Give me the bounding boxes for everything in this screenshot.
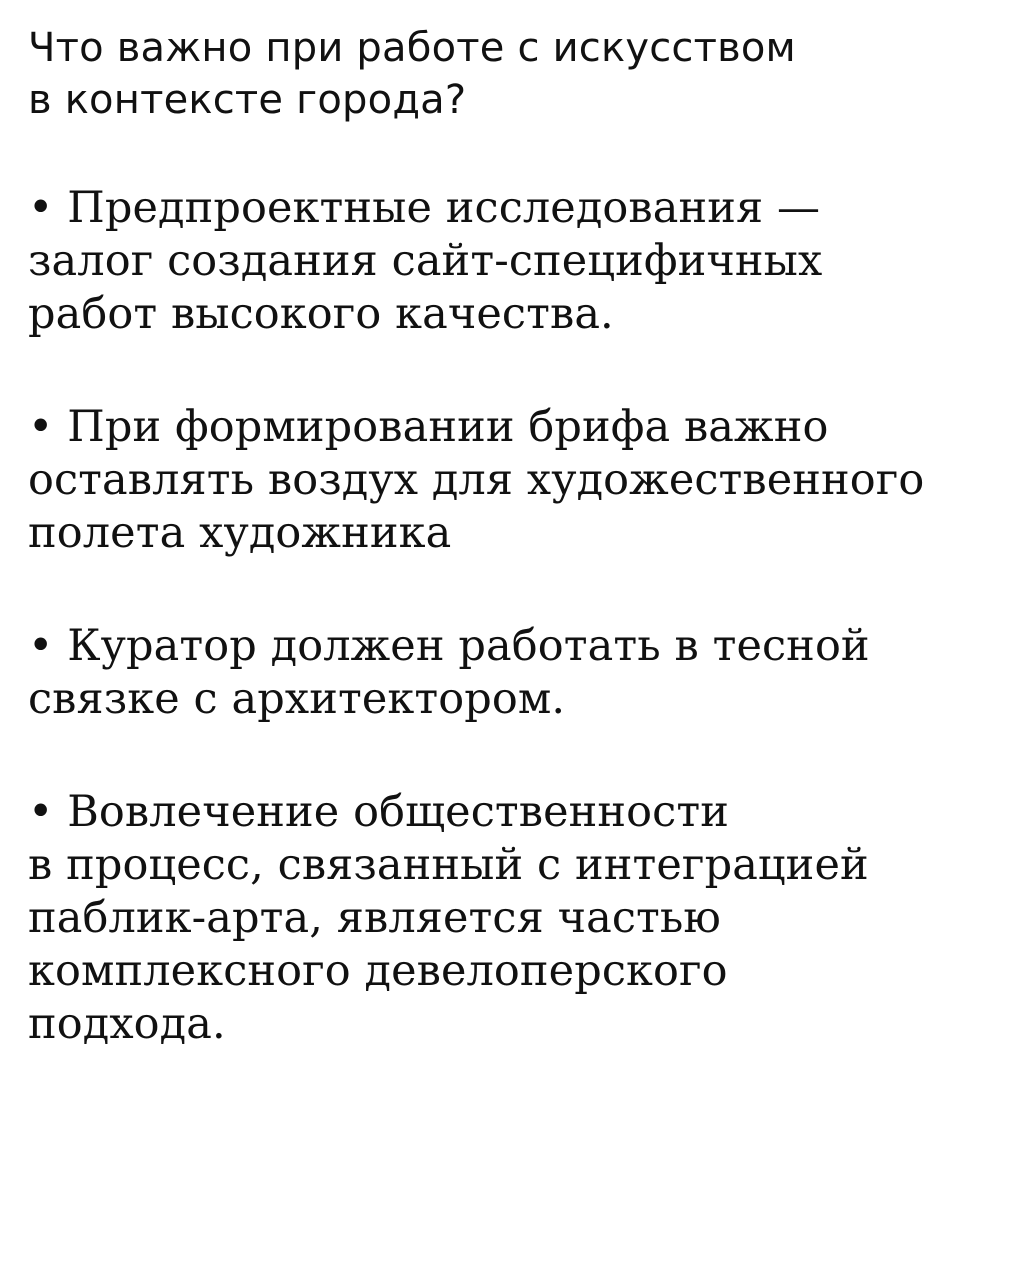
page-title-line: в контексте города? [28,77,467,123]
list-item-line: паблик-арта, является частью [28,893,721,943]
list-item-line: в процесс, связанный с интеграцией [28,840,869,890]
list-item-line: • Предпроектные исследования — [28,183,821,233]
list-item-line: работ высокого качества. [28,289,614,339]
list-item-line: оставлять воздух для художественного [28,455,925,505]
list-item [28,620,988,726]
list-item-line: подхода. [28,999,226,1049]
page-title [28,22,988,126]
list-item-line: связке с архитектором. [28,674,566,724]
list-item [28,401,988,560]
page-title-line: Что важно при работе с искусством [28,25,796,71]
list-item-line: • При формировании брифа важно [28,402,829,452]
list-item-line: • Вовлечение общественности [28,787,729,837]
list-item [28,786,988,1051]
list-item [28,182,988,341]
key-points-list [28,182,988,1051]
list-item-line: залог создания сайт-специфичных [28,236,823,286]
list-item-line: • Куратор должен работать в тесной [28,621,870,671]
list-item-line: полета художника [28,508,452,558]
page-content [28,22,988,1051]
list-item-line: комплексного девелоперского [28,946,728,996]
